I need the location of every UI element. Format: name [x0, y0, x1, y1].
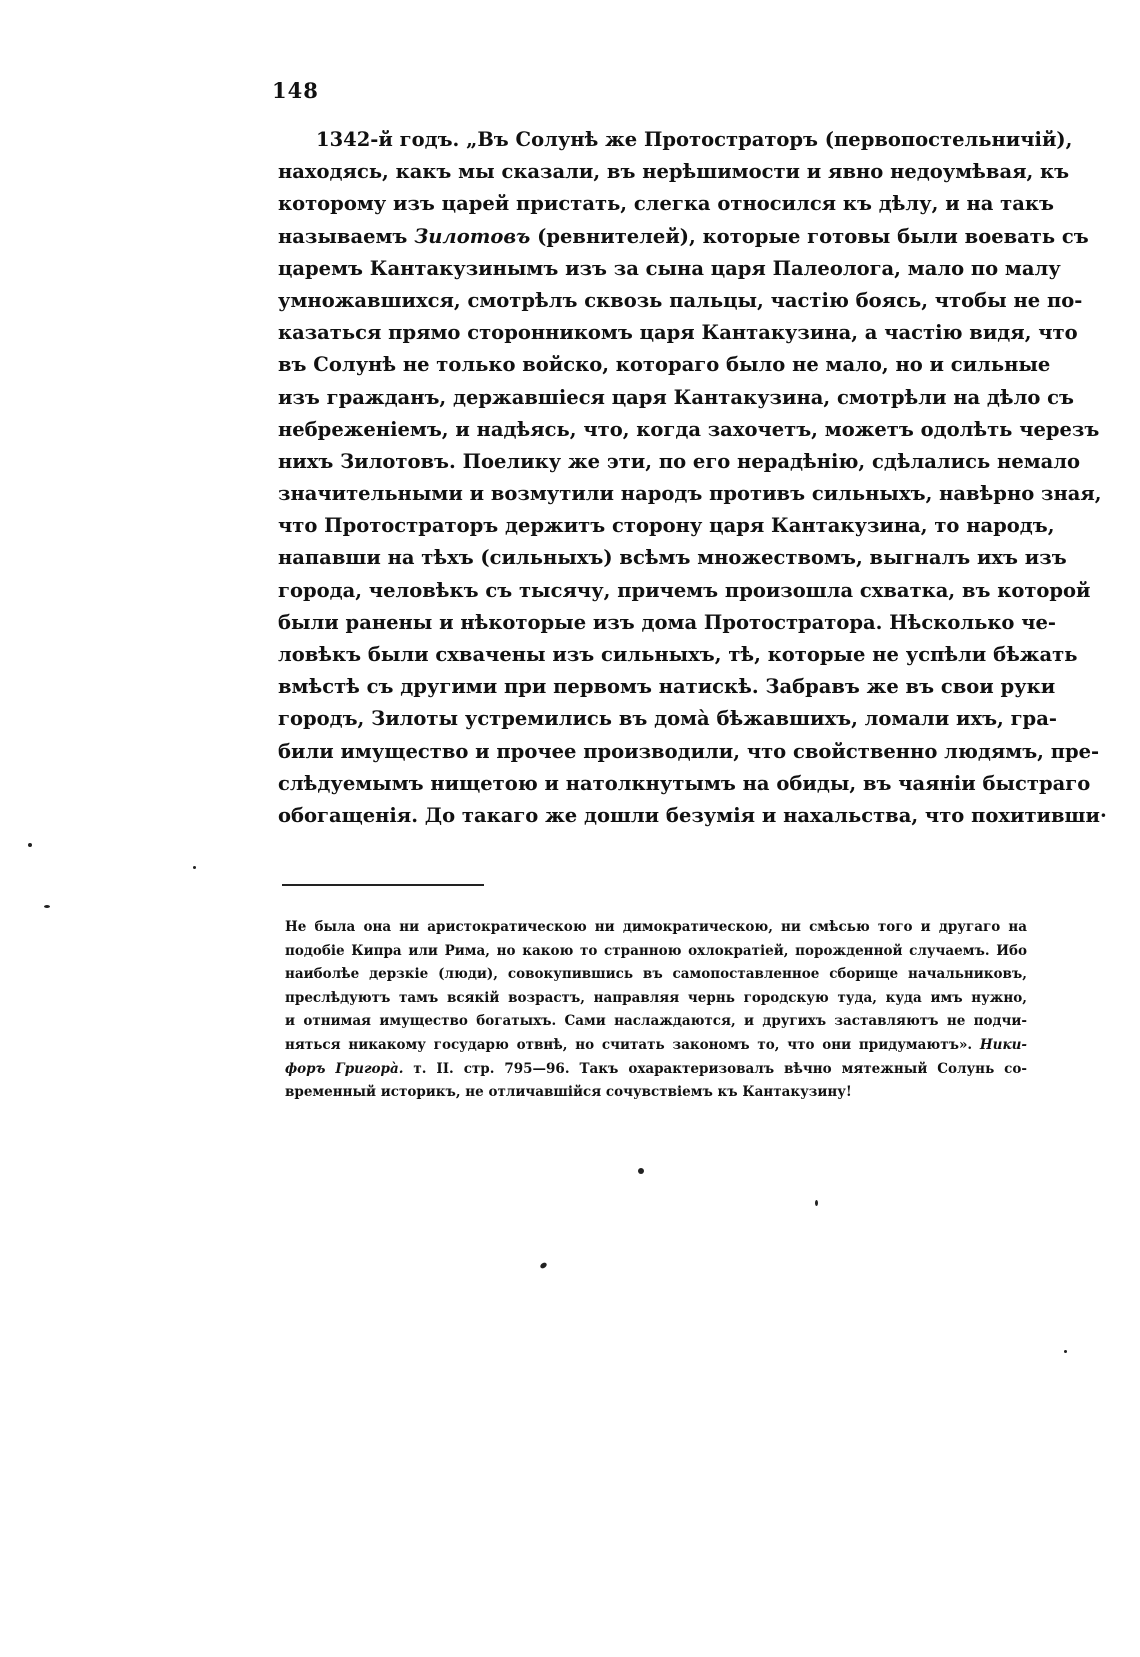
- line-text: называемъ: [278, 224, 408, 248]
- body-line: [278, 285, 1083, 317]
- line-text: городъ, Зилоты устремились въ домà бѣжавшихъ, ломали ихъ, гра-: [278, 707, 1057, 731]
- footnotes: [285, 916, 1027, 1105]
- page-number: 148: [272, 78, 319, 103]
- line-text: т. II. стр. 795—96. Такъ охарактеризовалъ вѣчно мятежный Солунь со-: [413, 1060, 1027, 1077]
- footnote-line: [285, 1010, 1027, 1034]
- body-line: [278, 317, 1078, 349]
- line-text: обогащенія. До такаго же дошли безумія и нахальства, что похитивши·: [278, 803, 1107, 827]
- body-line: [278, 639, 1078, 671]
- scan-speck: [28, 843, 32, 847]
- body-line: [278, 510, 1055, 542]
- line-text: Не была она ни аристократическою ни димократическою, ни смѣсью того и другаго на: [285, 919, 1027, 935]
- footnote-line: [285, 963, 1027, 987]
- line-text: нихъ Зилотовъ. Поелику же эти, по его нерадѣнію, сдѣлались немало: [278, 449, 1081, 473]
- body-line: [278, 478, 1102, 510]
- scan-speck: [1064, 1350, 1067, 1353]
- body-line: [278, 736, 1100, 768]
- scan-speck: [193, 866, 196, 869]
- line-text: преслѣдуютъ тамъ всякій возрастъ, направляя чернь городскую туда, куда имъ нужно,: [285, 989, 1027, 1006]
- line-text: напавши на тѣхъ (сильныхъ) всѣмъ множествомъ, выгналъ ихъ изъ: [278, 546, 1067, 570]
- footnote-line: [285, 987, 1027, 1011]
- line-text: (ревнителей), которые готовы были воевать съ: [537, 224, 1089, 248]
- italic-phrase: форъ Григорà.: [285, 1060, 404, 1077]
- body-line: [278, 575, 1091, 607]
- line-text: и отнимая имущество богатыхъ. Сами наслаждаются, и другихъ заставляютъ не подчи-: [285, 1013, 1027, 1030]
- line-text: находясь, какъ мы сказали, въ нерѣшимости и явно недоумѣвая, къ: [278, 160, 1070, 184]
- body-line: [278, 156, 1070, 188]
- line-text: наиболѣе дерзкіе (люди), совокупившись въ самопоставленное сборище начальниковъ,: [285, 966, 1027, 983]
- footnote-line: [285, 1081, 1027, 1105]
- body-line: [278, 768, 1091, 800]
- footnote-line: [285, 1058, 1027, 1082]
- line-text: слѣдуемымъ нищетою и натолкнутымъ на обиды, въ чаяніи быстраго: [278, 771, 1091, 795]
- line-text: временный историкъ, не отличавшійся сочувствіемъ къ Кантакузину!: [285, 1084, 852, 1101]
- body-line: [278, 800, 1107, 832]
- italic-phrase: Зилотовъ: [414, 224, 531, 248]
- line-text: изъ гражданъ, державшiеся царя Кантакузина, смотрѣли на дѣло съ: [278, 385, 1074, 409]
- line-text: царемъ Кантакузинымъ изъ за сына царя Палеолога, мало по малу: [278, 256, 1061, 280]
- scan-speck: [638, 1168, 644, 1174]
- body-line: [278, 703, 1057, 735]
- line-text: которому изъ царей пристать, слегка относился къ дѣлу, и на такъ: [278, 192, 1054, 216]
- line-text: казаться прямо сторонникомъ царя Кантакузина, а частію видя, что: [278, 321, 1078, 345]
- line-text: били имущество и прочее производили, что свойственно людямъ, пре-: [278, 739, 1100, 763]
- line-text: значительными и возмутили народъ противъ сильныхъ, навѣрно зная,: [278, 482, 1102, 506]
- body-line: [278, 607, 1056, 639]
- body-line: [278, 253, 1061, 285]
- body-line: [278, 188, 1054, 220]
- line-text: небреженіемъ, и надѣясь, что, когда захочетъ, можетъ одолѣть черезъ: [278, 417, 1100, 441]
- footnote-line: [285, 940, 1027, 964]
- body-text: [278, 124, 1107, 832]
- line-text: умножавшихся, смотрѣлъ сквозь пальцы, частію боясь, чтобы не по-: [278, 288, 1083, 312]
- line-text: ловѣкъ были схвачены изъ сильныхъ, тѣ, которые не успѣли бѣжать: [278, 643, 1078, 666]
- body-line: [278, 446, 1081, 478]
- footnote-rule: [282, 884, 484, 886]
- body-line: [278, 414, 1100, 446]
- body-line: [278, 349, 1051, 381]
- scan-speck: [815, 1200, 818, 1206]
- body-line: [278, 382, 1074, 414]
- body-line: [278, 124, 1073, 156]
- line-text: 1342-й годъ. „Въ Солунѣ же Протостраторъ (первопостельничій),: [316, 128, 1073, 151]
- line-text: города, человѣкъ съ тысячу, причемъ произошла схватка, въ которой: [278, 578, 1091, 602]
- line-text: были ранены и нѣкоторые изъ дома Протостратора. Нѣсколько че-: [278, 610, 1056, 634]
- scan-speck: [44, 905, 50, 908]
- scan-speck: [539, 1261, 548, 1269]
- footnote-line: [285, 916, 1027, 940]
- body-line: [278, 221, 1089, 253]
- line-text: что Протостраторъ держитъ сторону царя Кантакузина, то народъ,: [278, 514, 1055, 538]
- line-text: подобіе Кипра или Рима, но какою то странною охлократіей, порожденной случаемъ. Ибо: [285, 942, 1027, 959]
- body-line: [278, 671, 1056, 703]
- italic-phrase: Ники-: [979, 1036, 1027, 1053]
- line-text: въ Солунѣ не только войско, котораго было не мало, но и сильные: [278, 353, 1051, 377]
- footnote-line: [285, 1034, 1027, 1058]
- line-text: вмѣстѣ съ другими при первомъ натискѣ. Забравъ же въ свои руки: [278, 675, 1056, 699]
- body-line: [278, 542, 1067, 574]
- line-text: няться никакому государю отвнѣ, но считать закономъ то, что они придумаютъ».: [285, 1036, 973, 1053]
